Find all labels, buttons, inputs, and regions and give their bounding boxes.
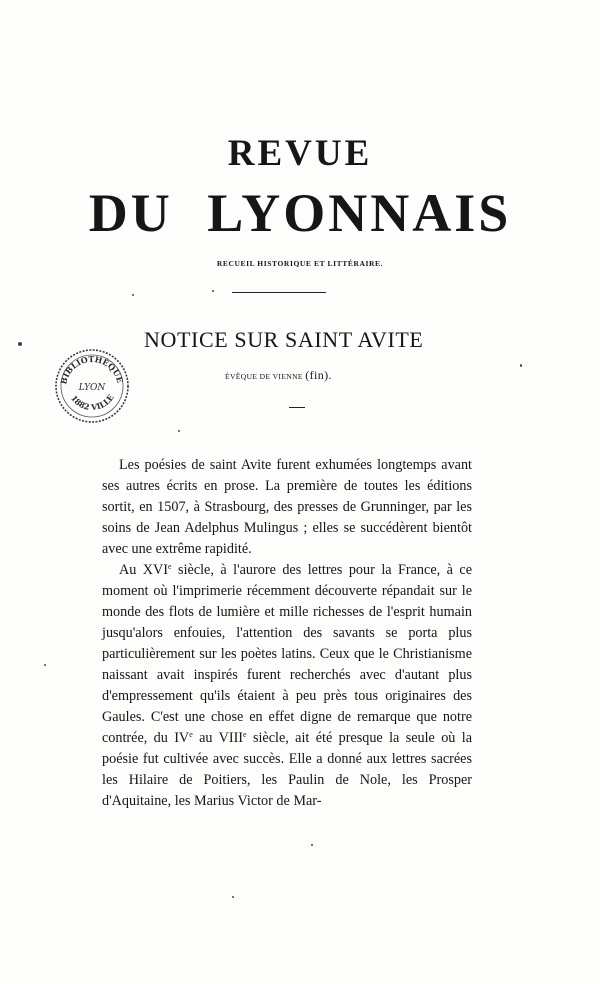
journal-title-main: DU LYONNAIS xyxy=(88,183,512,243)
scan-speck xyxy=(232,896,234,898)
scan-speck xyxy=(178,430,180,432)
article-subtitle xyxy=(225,368,405,383)
p2-part-b: siècle, à l'aurore des lettres pour la France, à ce moment où l'imprimerie récemment découverte répandait sur le monde des flots de lumière et mille richesses de l'esprit humain jusqu'alors enfouies, l'attention des savants se porta plus particulièrement sur les poètes latins. Ceux que le Christianisme naissant avait inspirés furent recherchés avec d'autant plus d'empressement qu'ils étaient à peu près tous originaires des Gaules. C'est une chose en effet digne de remarque que notre contrée, du IV xyxy=(102,562,472,746)
p2-sup-2: e xyxy=(189,730,193,739)
paragraph-2 xyxy=(102,560,472,812)
scan-speck xyxy=(311,844,313,846)
journal-title-revue: REVUE xyxy=(227,133,373,174)
scan-speck xyxy=(132,294,134,296)
scan-speck xyxy=(44,664,46,666)
p2-part-c: au VIII xyxy=(192,730,244,746)
article-body xyxy=(102,455,472,812)
title-divider-rule xyxy=(232,292,326,293)
article-divider-rule xyxy=(289,407,305,408)
p2-sup-1: e xyxy=(168,562,172,571)
journal-subtitle: RECUEIL HISTORIQUE ET LITTÉRAIRE. xyxy=(216,259,384,268)
svg-text:BIBLIOTHÈQUE: BIBLIOTHÈQUE xyxy=(58,353,126,386)
scan-speck xyxy=(520,364,522,367)
scan-speck xyxy=(18,342,22,346)
library-stamp-icon xyxy=(52,346,132,426)
p2-part-a: Au XVI xyxy=(119,562,169,578)
svg-text:LYON: LYON xyxy=(78,383,106,393)
article-subtitle-fin: (fin). xyxy=(305,368,332,382)
article-title: NOTICE SUR SAINT AVITE xyxy=(144,327,424,352)
p2-sup-3: e xyxy=(243,730,247,739)
paragraph-1: Les poésies de saint Avite furent exhumées longtemps avant ses autres écrits en prose. La première de toutes les éditions sortit, en 1507, à Strasbourg, des presses de Grunninger, par les soins de Jean Adelphus Mulingus ; elles se succédèrent bientôt avec une extrême rapidité. xyxy=(102,457,472,557)
scan-speck xyxy=(212,290,214,292)
p2-part-d: siècle, ait été presque la seule où la poésie fut cultivée avec succès. Elle a donné aux lettres sacrées les Hilaire de Poitiers, les Paulin de Nole, les Prosper d'Aquitaine, les Marius Victor de Mar- xyxy=(102,730,472,809)
svg-text:1882 VILLE: 1882 VILLE xyxy=(68,392,116,413)
article-subtitle-text: ÉVÊQUE DE VIENNE xyxy=(225,372,303,381)
